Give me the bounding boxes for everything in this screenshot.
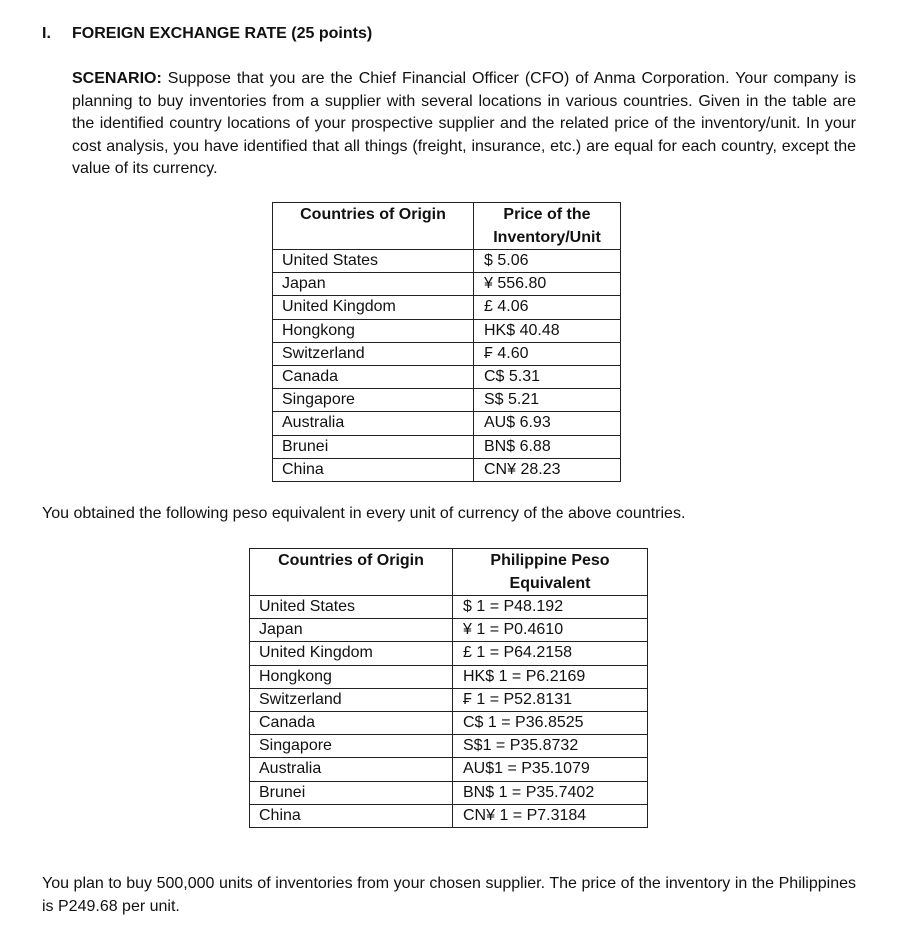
price-table-country-cell: Switzerland [273, 342, 474, 365]
peso-table-value-cell: C$ 1 = P36.8525 [453, 712, 648, 735]
peso-table-row [250, 642, 648, 665]
price-table-value-cell: S$ 5.21 [474, 389, 621, 412]
price-table-value-cell: AU$ 6.93 [474, 412, 621, 435]
peso-table-country-cell: China [250, 804, 453, 827]
price-table-value-cell: C$ 5.31 [474, 366, 621, 389]
peso-table-value-cell: CN¥ 1 = P7.3184 [453, 804, 648, 827]
price-table-row [273, 366, 621, 389]
peso-intro-text: You obtained the following peso equivalent in every unit of currency of the above countries. [42, 505, 686, 522]
peso-table-value-cell: ₣ 1 = P52.8131 [453, 688, 648, 711]
peso-table-row [250, 804, 648, 827]
peso-table-row [250, 665, 648, 688]
price-table-row [273, 342, 621, 365]
peso-header-text: Philippine Peso Equivalent [490, 552, 610, 592]
scenario-paragraph [72, 68, 856, 181]
peso-table [249, 548, 648, 828]
price-table-row [273, 435, 621, 458]
peso-table-row [250, 712, 648, 735]
price-table-row [273, 412, 621, 435]
price-table-row [273, 458, 621, 481]
price-table-header-price [474, 203, 621, 250]
price-table-value-cell: BN$ 6.88 [474, 435, 621, 458]
peso-table-value-cell: ¥ 1 = P0.4610 [453, 619, 648, 642]
price-table-row [273, 250, 621, 273]
peso-table-header-equivalent [453, 549, 648, 596]
price-table-country-cell: Australia [273, 412, 474, 435]
peso-table-value-cell: $ 1 = P48.192 [453, 596, 648, 619]
peso-table-value-cell: S$1 = P35.8732 [453, 735, 648, 758]
peso-table-row [250, 688, 648, 711]
price-table-value-cell: ₣ 4.60 [474, 342, 621, 365]
peso-table-row [250, 735, 648, 758]
peso-table-body [250, 596, 648, 828]
peso-table-value-cell: HK$ 1 = P6.2169 [453, 665, 648, 688]
price-table [272, 202, 621, 482]
price-table-value-cell: £ 4.06 [474, 296, 621, 319]
price-table-country-cell: Hongkong [273, 319, 474, 342]
price-table-value-cell: HK$ 40.48 [474, 319, 621, 342]
price-table-country-cell: Canada [273, 366, 474, 389]
price-table-value-cell: CN¥ 28.23 [474, 458, 621, 481]
peso-table-country-cell: Australia [250, 758, 453, 781]
peso-table-country-cell: Switzerland [250, 688, 453, 711]
peso-table-value-cell: £ 1 = P64.2158 [453, 642, 648, 665]
peso-table-row [250, 781, 648, 804]
peso-table-country-cell: Hongkong [250, 665, 453, 688]
section-title: FOREIGN EXCHANGE RATE (25 points) [72, 25, 373, 42]
peso-table-row [250, 758, 648, 781]
purchase-plan-paragraph: You plan to buy 500,000 units of inventories from your chosen supplier. The price of the inventory in the Philippines is P249.68 per unit. [42, 875, 856, 915]
price-table-body [273, 250, 621, 482]
peso-table-value-cell: BN$ 1 = P35.7402 [453, 781, 648, 804]
price-table-country-cell: Japan [273, 273, 474, 296]
peso-table-header-country: Countries of Origin [250, 549, 453, 596]
peso-table-row [250, 619, 648, 642]
scenario-text: Suppose that you are the Chief Financial Officer (CFO) of Anma Corporation. Your company is planning to buy inventories from a supplier with several locations in various countries. Given in the table are the identified country locations of your prospective supplier and the related price of the inventory/unit. In your cost analysis, you have identified that all things (freight, insurance, etc.) are equal for each country, except the value of its currency. [72, 70, 856, 178]
price-table-row [273, 389, 621, 412]
price-table-country-cell: United States [273, 250, 474, 273]
price-table-row [273, 319, 621, 342]
price-table-value-cell: ¥ 556.80 [474, 273, 621, 296]
scenario-label: SCENARIO: [72, 70, 162, 87]
price-table-country-cell: China [273, 458, 474, 481]
peso-table-country-cell: Canada [250, 712, 453, 735]
price-table-country-cell: Singapore [273, 389, 474, 412]
price-table-country-cell: Brunei [273, 435, 474, 458]
peso-table-header-row [250, 549, 648, 596]
price-table-value-cell: $ 5.06 [474, 250, 621, 273]
peso-table-row [250, 596, 648, 619]
price-table-header-country: Countries of Origin [273, 203, 474, 250]
peso-table-country-cell: Japan [250, 619, 453, 642]
price-header-text: Price of the Inventory/Unit [493, 206, 601, 246]
price-table-row [273, 273, 621, 296]
price-table-country-cell: United Kingdom [273, 296, 474, 319]
peso-table-value-cell: AU$1 = P35.1079 [453, 758, 648, 781]
peso-table-country-cell: Brunei [250, 781, 453, 804]
section-number: I. [42, 25, 51, 42]
peso-table-country-cell: Singapore [250, 735, 453, 758]
price-table-row [273, 296, 621, 319]
peso-table-country-cell: United Kingdom [250, 642, 453, 665]
peso-table-country-cell: United States [250, 596, 453, 619]
price-table-header-row [273, 203, 621, 250]
section-heading [42, 25, 372, 43]
